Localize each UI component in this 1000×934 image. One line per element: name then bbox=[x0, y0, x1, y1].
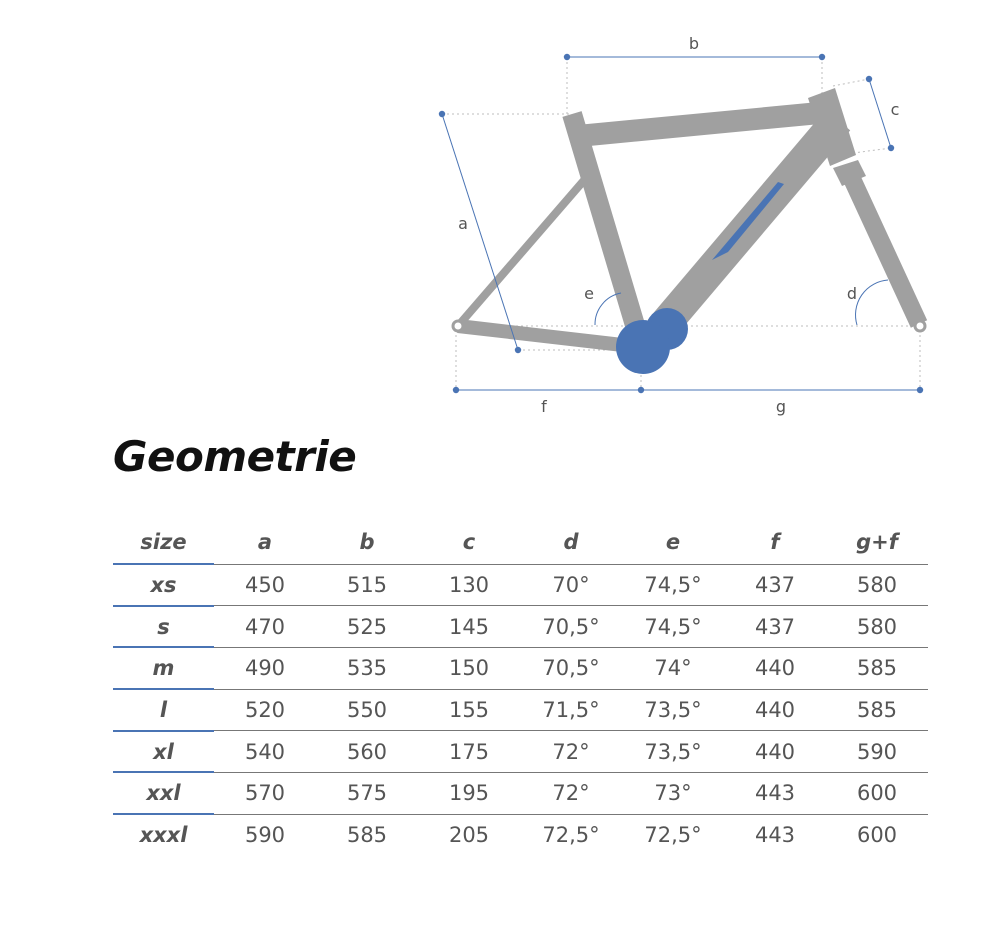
table-cell: 73,5° bbox=[622, 731, 724, 773]
top-tube bbox=[578, 112, 830, 136]
table-cell: 72° bbox=[520, 772, 622, 814]
label-d: d bbox=[846, 284, 858, 303]
table-cell: 585 bbox=[826, 647, 928, 689]
table-cell: 73,5° bbox=[622, 689, 724, 731]
size-cell: s bbox=[113, 606, 214, 648]
table-cell: 470 bbox=[214, 606, 316, 648]
table-cell: 70,5° bbox=[520, 647, 622, 689]
seat-stay bbox=[458, 178, 586, 326]
column-header-size: size bbox=[140, 530, 187, 554]
table-cell: 540 bbox=[214, 731, 316, 773]
fork-blade bbox=[847, 168, 919, 324]
table-cell: 560 bbox=[316, 731, 418, 773]
table-cell: 150 bbox=[418, 647, 520, 689]
table-row bbox=[113, 772, 928, 814]
column-header-a: a bbox=[257, 530, 273, 555]
dim-line-a bbox=[442, 114, 518, 350]
table-cell: 585 bbox=[826, 689, 928, 731]
column-header-f: f bbox=[770, 530, 780, 555]
table-cell: 443 bbox=[724, 814, 826, 855]
table-cell: 580 bbox=[826, 606, 928, 648]
table-cell: 74° bbox=[622, 647, 724, 689]
table-cell: 74,5° bbox=[622, 564, 724, 606]
table-cell: 72° bbox=[520, 731, 622, 773]
table-cell: 585 bbox=[316, 814, 418, 855]
table-row bbox=[113, 647, 928, 689]
size-cell: m bbox=[113, 647, 214, 689]
table-cell: 570 bbox=[214, 772, 316, 814]
table-cell: 70° bbox=[520, 564, 622, 606]
bottom-bracket bbox=[616, 320, 670, 374]
front-dropout bbox=[915, 321, 925, 331]
label-b: b bbox=[688, 34, 700, 53]
table-cell: 590 bbox=[214, 814, 316, 855]
table-cell: 515 bbox=[316, 564, 418, 606]
page-title: Geometrie bbox=[113, 432, 357, 481]
table-cell: 450 bbox=[214, 564, 316, 606]
table-row bbox=[113, 689, 928, 731]
seat-tube bbox=[572, 114, 640, 342]
table-cell: 205 bbox=[418, 814, 520, 855]
table-cell: 580 bbox=[826, 564, 928, 606]
size-cell: xl bbox=[113, 731, 214, 773]
label-a: a bbox=[458, 214, 468, 233]
table-cell: 600 bbox=[826, 814, 928, 855]
table-header-row bbox=[113, 521, 928, 564]
label-f: f bbox=[541, 397, 547, 416]
column-header-e: e bbox=[665, 530, 681, 555]
table-cell: 130 bbox=[418, 564, 520, 606]
table-cell: 440 bbox=[724, 731, 826, 773]
size-cell: xs bbox=[113, 564, 214, 606]
table-cell: 72,5° bbox=[520, 814, 622, 855]
column-header-d: d bbox=[563, 530, 579, 555]
size-cell: xxl bbox=[113, 772, 214, 814]
table-cell: 590 bbox=[826, 731, 928, 773]
table-cell: 520 bbox=[214, 689, 316, 731]
table-cell: 145 bbox=[418, 606, 520, 648]
geometry-table bbox=[113, 521, 928, 855]
table-cell: 443 bbox=[724, 772, 826, 814]
table-cell: 175 bbox=[418, 731, 520, 773]
table-cell: 600 bbox=[826, 772, 928, 814]
table-cell: 490 bbox=[214, 647, 316, 689]
table-cell: 74,5° bbox=[622, 606, 724, 648]
table-cell: 72,5° bbox=[622, 814, 724, 855]
table-cell: 155 bbox=[418, 689, 520, 731]
table-cell: 525 bbox=[316, 606, 418, 648]
table-cell: 440 bbox=[724, 689, 826, 731]
bike-frame-geometry-diagram bbox=[0, 0, 1000, 430]
table-row bbox=[113, 814, 928, 855]
angle-arc-d bbox=[856, 280, 888, 325]
table-cell: 575 bbox=[316, 772, 418, 814]
table-cell: 71,5° bbox=[520, 689, 622, 731]
rear-dropout bbox=[453, 321, 463, 331]
dim-line-c bbox=[869, 79, 891, 148]
table-cell: 550 bbox=[316, 689, 418, 731]
size-cell: l bbox=[113, 689, 214, 731]
table-cell: 73° bbox=[622, 772, 724, 814]
table-row bbox=[113, 606, 928, 648]
table-cell: 70,5° bbox=[520, 606, 622, 648]
label-e: e bbox=[584, 284, 594, 303]
label-g: g bbox=[775, 397, 787, 416]
table-cell: 437 bbox=[724, 564, 826, 606]
table-cell: 440 bbox=[724, 647, 826, 689]
table-row bbox=[113, 564, 928, 606]
label-c: c bbox=[890, 100, 900, 119]
table-row bbox=[113, 731, 928, 773]
table-cell: 535 bbox=[316, 647, 418, 689]
column-header-c: c bbox=[462, 530, 476, 555]
table-cell: 195 bbox=[418, 772, 520, 814]
column-header-b: b bbox=[359, 530, 375, 555]
chain-stay bbox=[458, 326, 640, 347]
table-cell: 437 bbox=[724, 606, 826, 648]
size-cell: xxxl bbox=[113, 814, 214, 855]
column-header-g-plus-f: g+f bbox=[856, 530, 898, 555]
